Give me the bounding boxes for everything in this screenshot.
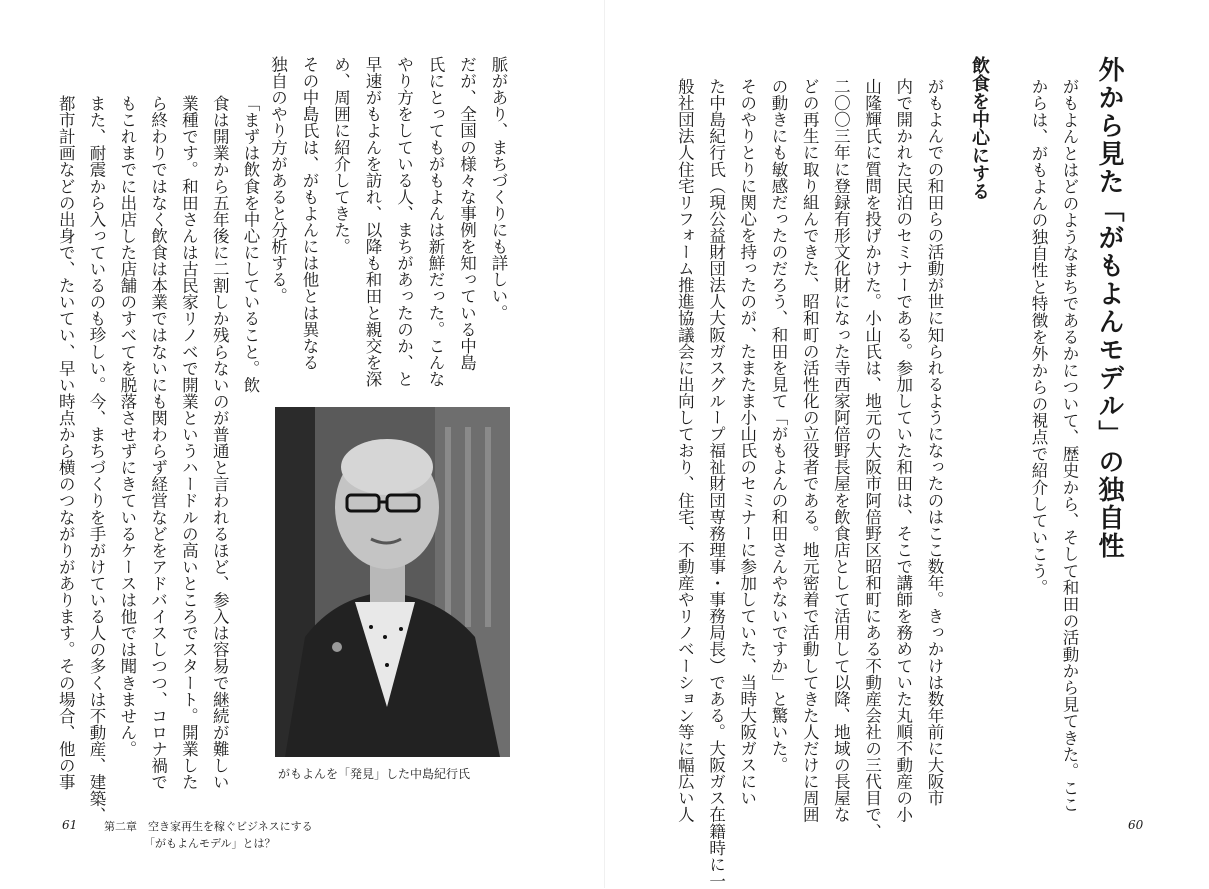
running-head — [104, 818, 313, 852]
body-line: もこれまでに出店した店舗のすべてを脱落させずにきているケースは他では聞きません。 — [117, 95, 137, 757]
right-page-body — [675, 78, 950, 889]
portrait-photo — [275, 407, 510, 757]
body-line: また、耐震から入っているのも珍しい。今、まちづくりを手がけている人の多くは不動産、建築、 — [87, 95, 107, 824]
body-line: だが、全国の様々な事例を知っている中島 — [457, 56, 477, 371]
gutter — [604, 0, 605, 888]
portrait-illustration — [275, 407, 510, 757]
running-head-chapter: 第二章 空き家再生を稼ぐビジネスにする — [104, 820, 313, 833]
body-line: 般社団法人住宅リフォーム推進協議会に出向しており、住宅、不動産やリノベーション等に幅広い人 — [675, 78, 695, 823]
page-number-left: 61 — [62, 818, 78, 832]
body-line: 独自のやり方があると分析する。 — [268, 56, 288, 305]
body-line: た中島紀行氏（現公益財団法人大阪ガスグループ福祉財団専務理事・事務局長）である。大阪ガス在籍時に一 — [706, 78, 726, 889]
body-line: やり方をしている人、まちがあったのか、と — [394, 56, 414, 387]
body-line: 氏にとってもがもよんは新鮮だった。こんな — [426, 56, 445, 387]
page-number-right: 60 — [1128, 818, 1144, 832]
left-page-upper-text — [268, 56, 514, 387]
body-line: 二〇〇三年に登録有形文化財になった寺西家阿倍野長屋を飲食店として活用して以降、地域の長屋な — [831, 78, 851, 823]
body-line: め、周囲に紹介してきた。 — [331, 56, 351, 255]
body-line: 内で開かれた民泊のセミナーである。参加していた和田は、そこで講師を務めていた丸順不動産の小 — [893, 78, 913, 823]
body-line: 都市計画などの出身で、たいてい、早い時点から横のつながりがあります。その場合、他の事 — [56, 95, 76, 791]
body-line: 「まずは飲食を中心にしていること。飲 — [241, 95, 260, 393]
left-page-lower-text — [56, 95, 265, 835]
intro-line: がもよんとはどのようなまちであるかについて、歴史から、そして和田の活動から見てきた。ここ — [1060, 78, 1079, 813]
intro-paragraph — [1015, 78, 1085, 813]
running-head-section: 「がもよんモデル」とは？ — [144, 837, 276, 850]
section-title: 外から見た「がもよんモデル」の独自性 — [1094, 56, 1124, 560]
body-line: その中島氏は、がもよんには他とは異なる — [300, 56, 319, 371]
subheading: 飲食を中心にする — [969, 56, 990, 200]
body-line: がもよんでの和田らの活動が世に知られるようになったのはここ数年。きっかけは数年前に大阪市 — [925, 78, 944, 807]
body-line: 業種です。和田さんは古民家リノベで開業というハードルの高いところでスタート。開業した — [179, 95, 199, 791]
body-line: 食は開業から五年後に二割しか残らないのが普通と言われるほど、参入は容易で継続が難しい — [210, 95, 230, 791]
body-line: 早速がもよんを訪れ、以降も和田と親交を深 — [363, 56, 382, 387]
photo-caption: がもよんを「発見」した中島紀行氏 — [278, 767, 471, 781]
body-line: 脈があり、まちづくりにも詳しい。 — [489, 56, 508, 321]
body-line: そのやりとりに関心を持ったのが、たまたま小山氏のセミナーに参加していた、当時大阪ガスにい — [737, 78, 757, 807]
body-line: ら終わりではなく飲食は本業ではないにも関わらず経営などをアドバイスしつつ、コロナ禍で — [148, 95, 168, 791]
body-line: 山隆輝氏に質問を投げかけた。小山氏は、地元の大阪市阿倍野区昭和町にある不動産会社の三代目で、 — [862, 78, 882, 840]
body-line: の動きにも敏感だったのだろう、和田を見て「がもよんの和田さんやないですか」と驚いた。 — [768, 78, 788, 774]
body-line: どの再生に取り組んできた、昭和町の活性化の立役者である。地元密着で活動してきた人だけに周囲 — [800, 78, 820, 823]
intro-line: からは、がもよんの独自性と特徴を外からの視点で紹介していこう。 — [1029, 78, 1048, 596]
